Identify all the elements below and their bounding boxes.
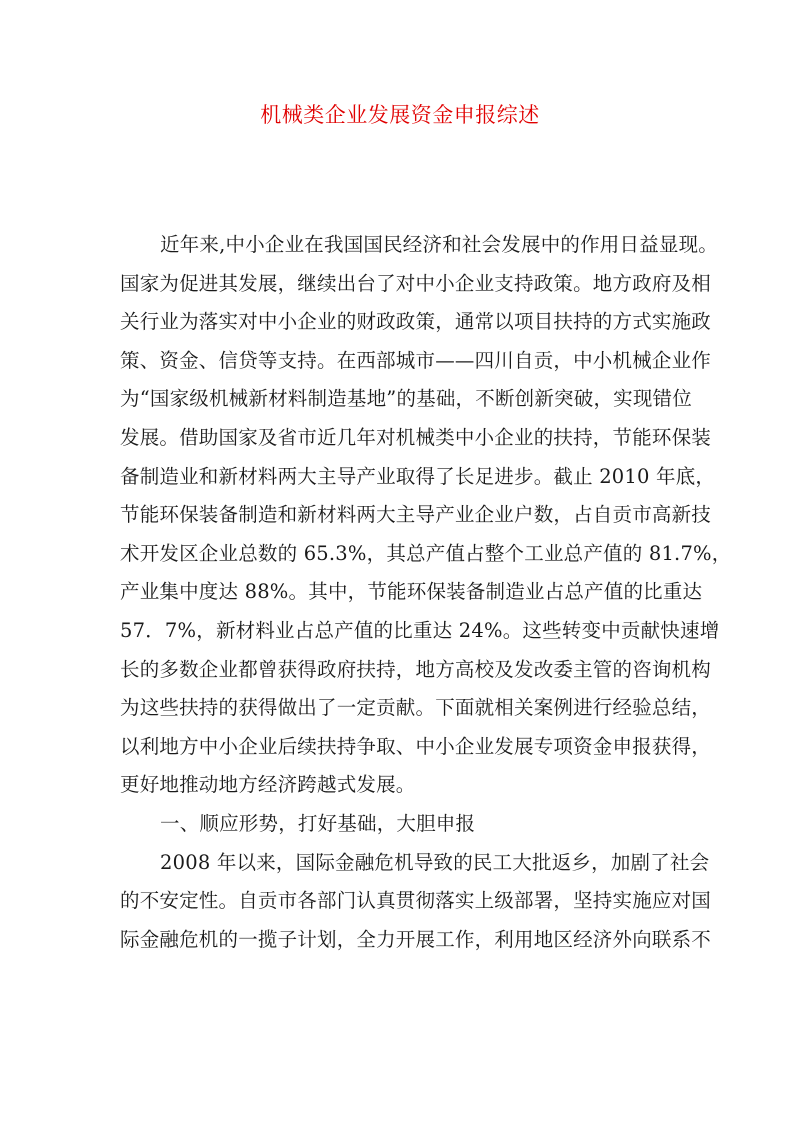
paragraph-line: 节能环保装备制造和新材料两大主导产业企业户数，占自贡市高新技 [120,503,712,527]
paragraph-line: 近年来,中小企业在我国国民经济和社会发展中的作用日益显现。 [160,233,718,256]
paragraph-line: 际金融危机的一揽子计划，全力开展工作，利用地区经济外向联系不 [120,927,712,951]
paragraph-line: 术开发区企业总数的 65.3%，其总产值占整个工业总产值的 81.7%， [120,541,732,565]
paragraph-line: 关行业为落实对中小企业的财政政策，通常以项目扶持的方式实施政 [120,310,712,334]
paragraph-line: 2008 年以来，国际金融危机导致的民工大批返乡，加剧了社会 [160,850,710,874]
paragraph-line: 以利地方中小企业后续扶持争取、中小企业发展专项资金申报获得， [120,734,712,758]
paragraph-line: 57．7%，新材料业占总产值的比重达 24%。这些转变中贡献快速增 [120,618,720,642]
paragraph-line: 的不安定性。自贡市各部门认真贯彻落实上级部署，坚持实施应对国 [120,889,712,913]
paragraph-line: 发展。借助国家及省市近几年对机械类中小企业的扶持，节能环保装 [120,425,712,449]
paragraph-line: 为“国家级机械新材料制造基地”的基础，不断创新突破，实现错位 [120,387,692,411]
section-heading: 一、顺应形势，打好基础，大胆申报 [160,811,476,835]
paragraph-line: 国家为促进其发展，继续出台了对中小企业支持政策。地方政府及相 [120,271,712,295]
document-title: 机械类企业发展资金申报综述 [260,103,540,127]
paragraph-line: 为这些扶持的获得做出了一定贡献。下面就相关案例进行经验总结， [120,696,712,720]
paragraph-line: 备制造业和新材料两大主导产业取得了长足进步。截止 2010 年底， [120,464,716,488]
paragraph-line: 产业集中度达 88%。其中，节能环保装备制造业占总产值的比重达 [120,580,703,604]
paragraph-line: 策、资金、信贷等支持。在西部城市——四川自贡，中小机械企业作 [120,348,712,372]
paragraph-line: 更好地推动地方经济跨越式发展。 [120,773,416,797]
document-body [120,226,732,959]
paragraph-line: 长的多数企业都曾获得政府扶持，地方高校及发改委主管的咨询机构 [120,657,712,681]
